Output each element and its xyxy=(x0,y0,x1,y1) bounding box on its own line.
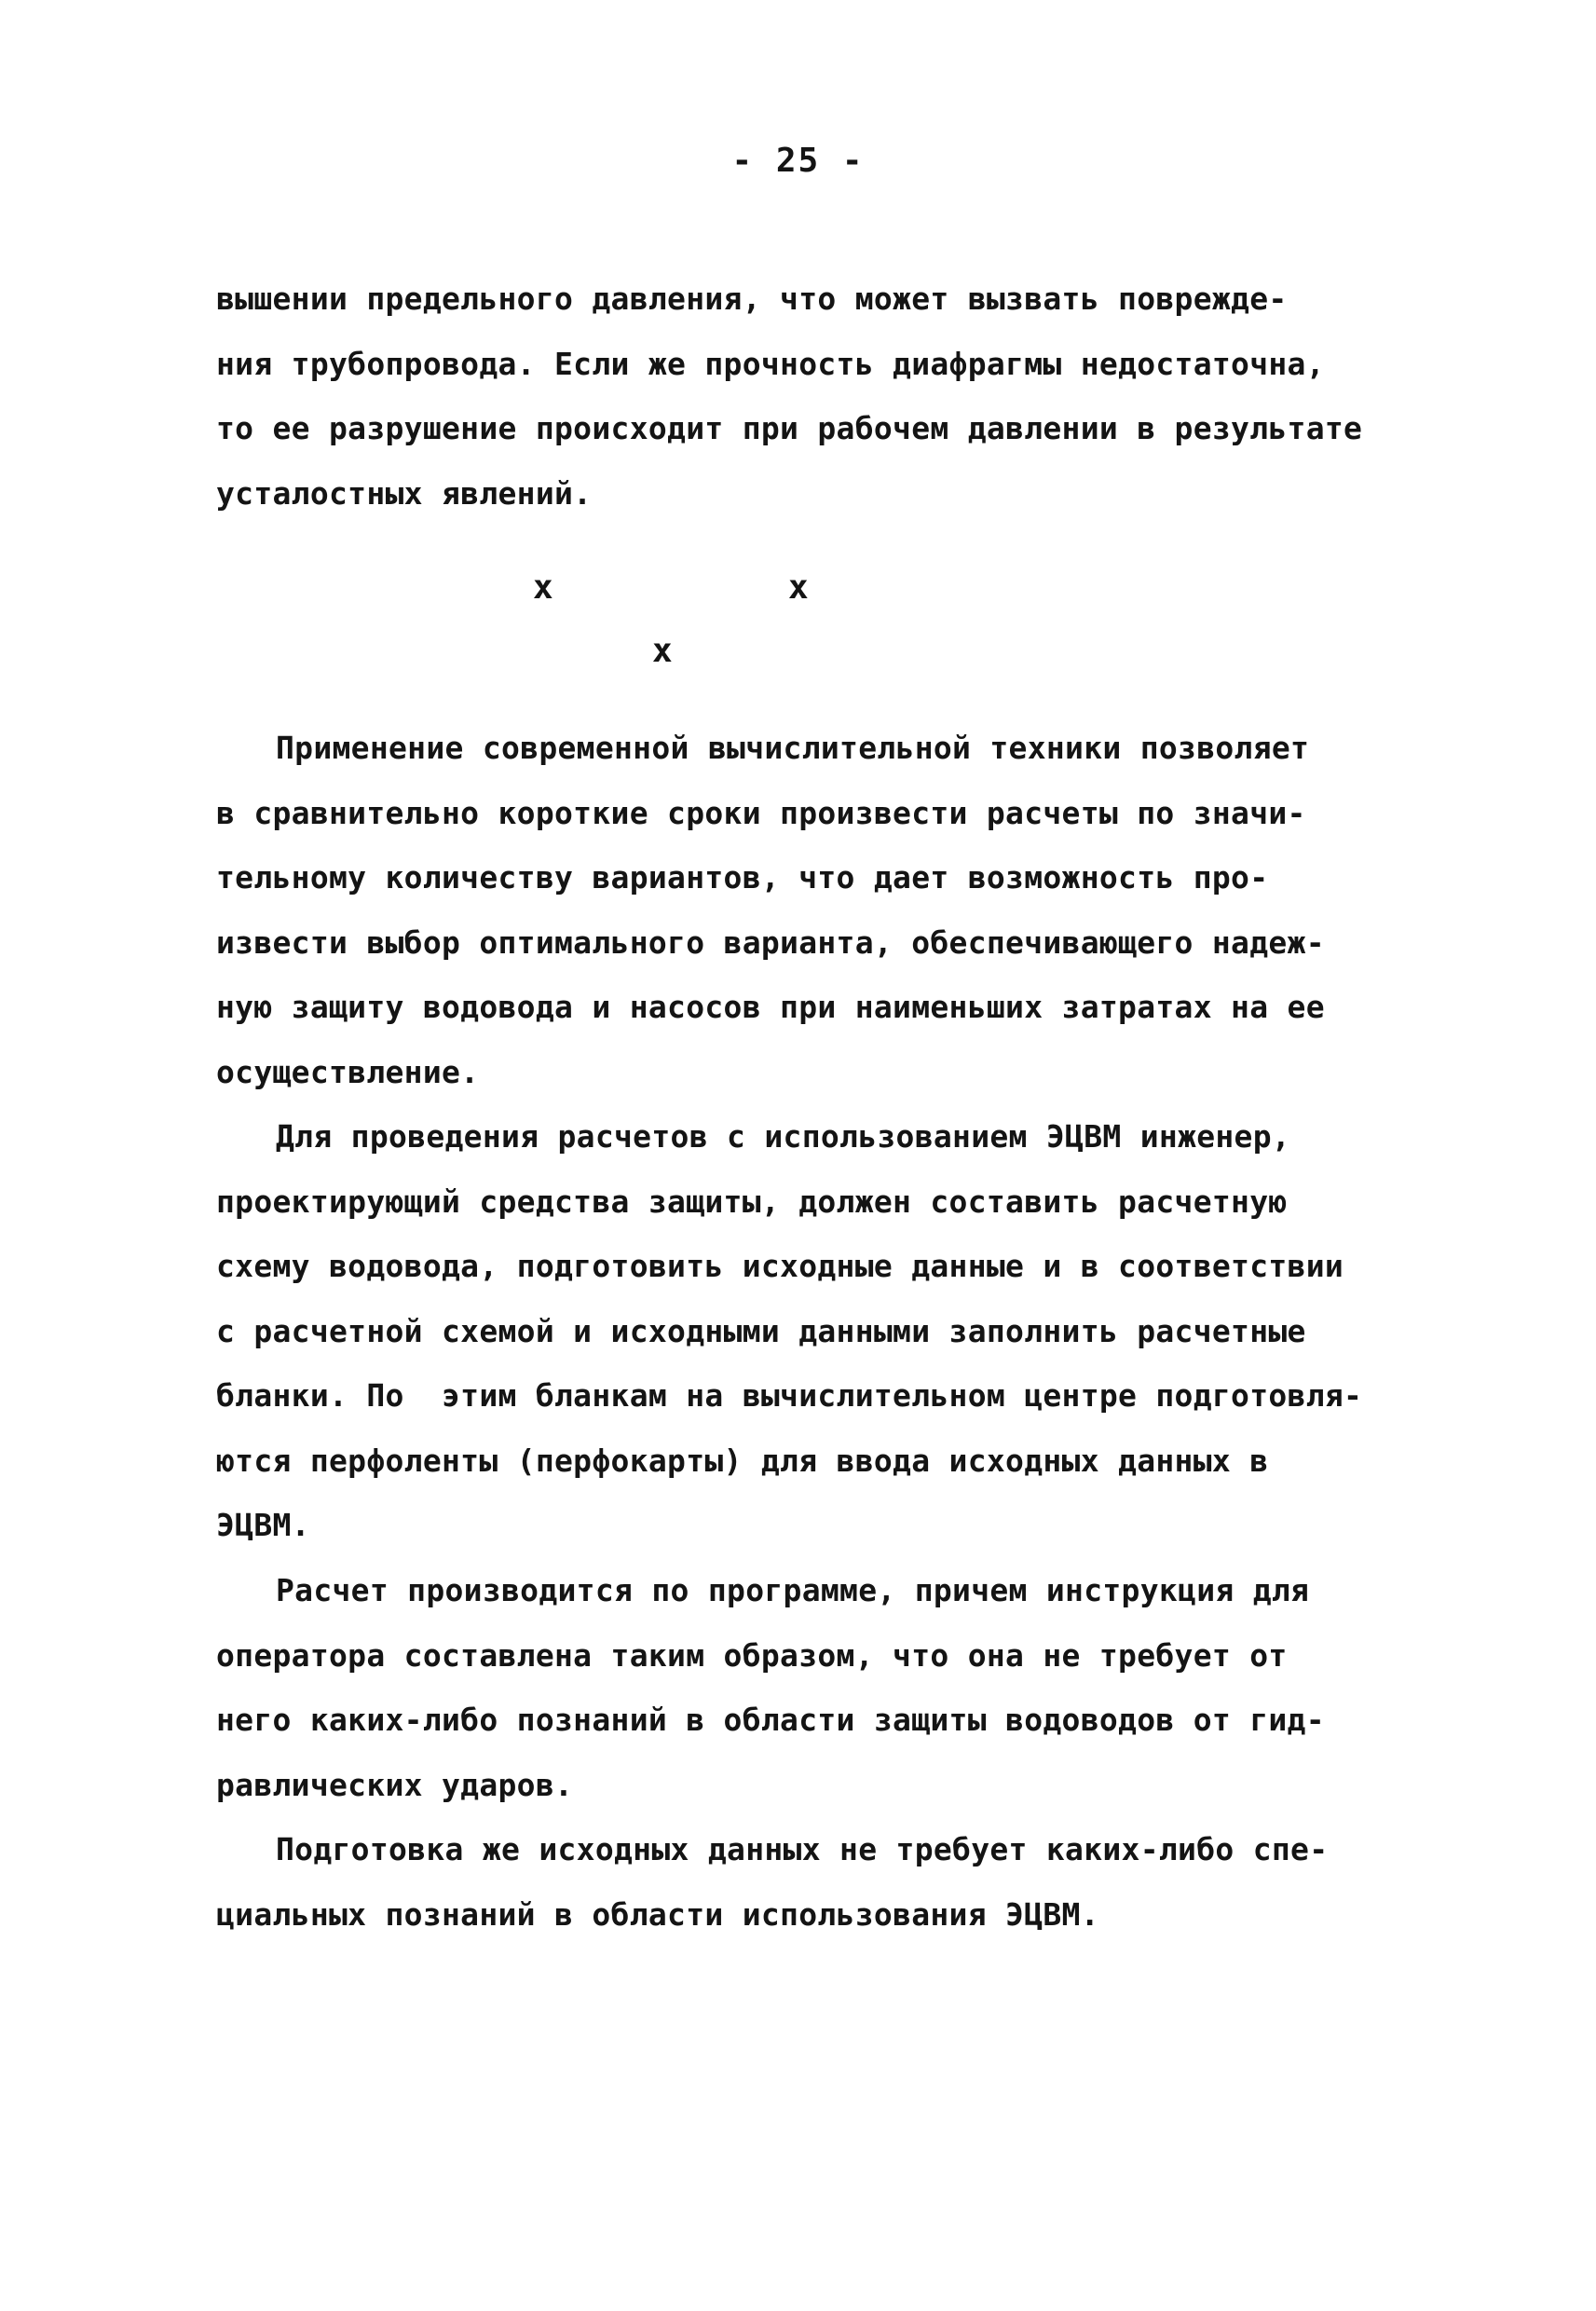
paragraph-continuation xyxy=(216,267,1427,526)
text-line: усталостных явлений. xyxy=(216,474,593,512)
separator-mark: x xyxy=(533,568,553,607)
text-line: извести выбор оптимального варианта, обеспечивающего надеж- xyxy=(216,923,1325,961)
text-line: Применение современной вычислительной техники позволяет xyxy=(276,730,1310,766)
page-number: - 25 - xyxy=(731,142,865,180)
text-line: оператора составлена таким образом, что она не требует от xyxy=(216,1636,1288,1674)
paragraph-preparation xyxy=(216,1817,1427,1947)
text-line: Расчет производится по программе, причем инструкция для xyxy=(276,1572,1310,1608)
text-line: ния трубопровода. Если же прочность диафрагмы недостаточна, xyxy=(216,345,1325,382)
paragraph-engineer xyxy=(216,1104,1427,1558)
text-line: вышении предельного давления, что может вызвать поврежде- xyxy=(216,280,1288,317)
text-line: циальных познаний в области использования ЭЦВМ. xyxy=(216,1895,1099,1933)
text-line: него каких-либо познаний в области защиты водоводов от гид- xyxy=(216,1702,1325,1738)
paragraph-computing xyxy=(216,716,1427,1104)
text-line: осуществление. xyxy=(216,1053,480,1090)
text-line: проектирующий средства защиты, должен составить расчетную xyxy=(216,1183,1288,1220)
separator-mark: x xyxy=(788,568,809,607)
text-line: тельному количеству вариантов, что дает возможность про- xyxy=(216,859,1269,896)
text-line: ную защиту водовода и насосов при наименьших затратах на ее xyxy=(216,989,1325,1025)
paragraph-program xyxy=(216,1558,1427,1817)
text-line: ЭЦВМ. xyxy=(216,1507,310,1543)
text-line: бланки. По этим бланкам на вычислительном центре подготовля- xyxy=(216,1377,1363,1414)
text-line: равлических ударов. xyxy=(216,1766,574,1803)
text-line: с расчетной схемой и исходными данными заполнить расчетные xyxy=(216,1312,1306,1349)
text-line: Для проведения расчетов с использованием ЭЦВМ инженер, xyxy=(276,1118,1291,1155)
text-line: Подготовка же исходных данных не требует каких-либо спе- xyxy=(276,1831,1329,1867)
separator-mark: x xyxy=(652,632,673,670)
text-line: то ее разрушение происходит при рабочем давлении в результате xyxy=(216,410,1363,446)
text-line: в сравнительно короткие сроки произвести расчеты по значи- xyxy=(216,794,1306,831)
text-line: ются перфоленты (перфокарты) для ввода исходных данных в xyxy=(216,1442,1269,1479)
text-line: схему водовода, подготовить исходные данные и в соответствии xyxy=(216,1248,1344,1284)
